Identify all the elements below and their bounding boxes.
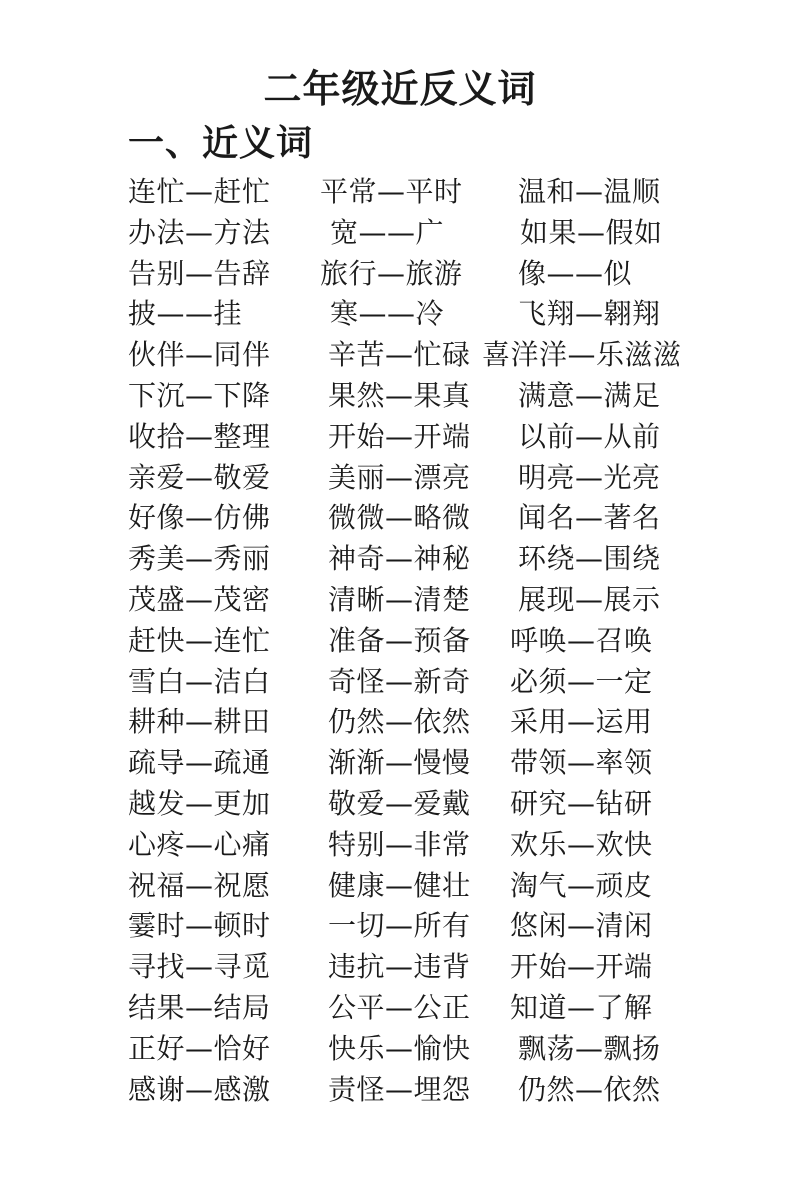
- synonym-pair: 霎时—顿时: [128, 909, 271, 943]
- synonym-pair: 平常—平时: [320, 175, 463, 208]
- synonym-pair: 环绕—围绕: [518, 542, 661, 576]
- synonym-pair: 伙伴—同伴: [128, 338, 271, 372]
- synonym-pair: 一切—所有: [328, 909, 471, 943]
- synonym-pair: 雪白—洁白: [128, 664, 271, 698]
- synonym-pair: 连忙—赶忙: [128, 175, 271, 208]
- synonym-pair: 赶快—连忙: [128, 623, 271, 657]
- word-row: [0, 743, 800, 784]
- section-heading: 一、近义词: [128, 123, 314, 164]
- word-row: [0, 702, 800, 743]
- word-row: [0, 172, 800, 213]
- word-row: [0, 580, 800, 621]
- word-pair-grid: [0, 172, 800, 1110]
- synonym-pair: 知道—了解: [510, 990, 653, 1024]
- word-row: [0, 254, 800, 295]
- synonym-pair: 准备—预备: [328, 623, 471, 657]
- synonym-pair: 祝福—祝愿: [128, 868, 271, 902]
- word-row: [0, 947, 800, 988]
- synonym-pair: 果然—果真: [328, 378, 471, 412]
- word-row: [0, 539, 800, 580]
- synonym-pair: 茂盛—茂密: [128, 582, 271, 616]
- synonym-pair: 感谢—感激: [128, 1072, 271, 1106]
- synonym-pair: 开始—开端: [328, 419, 471, 453]
- synonym-pair: 宽——广: [330, 215, 445, 249]
- synonym-pair: 满意—满足: [518, 378, 661, 412]
- word-row: [0, 335, 800, 376]
- word-row: [0, 417, 800, 458]
- synonym-pair: 带领—率领: [510, 746, 653, 780]
- synonym-pair: 呼唤—召唤: [510, 623, 653, 657]
- word-row: [0, 213, 800, 254]
- synonym-pair: 旅行—旅游: [320, 256, 463, 290]
- synonym-pair: 如果—假如: [520, 215, 663, 249]
- synonym-pair: 奇怪—新奇: [328, 664, 471, 698]
- synonym-pair: 责怪—埋怨: [328, 1072, 471, 1106]
- word-row: [0, 621, 800, 662]
- synonym-pair: 正好—恰好: [128, 1031, 271, 1065]
- synonym-pair: 温和—温顺: [518, 175, 661, 208]
- synonym-pair: 下沉—下降: [128, 378, 271, 412]
- synonym-pair: 必须—一定: [510, 664, 653, 698]
- synonym-pair: 清晰—清楚: [328, 582, 471, 616]
- synonym-pair: 秀美—秀丽: [128, 542, 271, 576]
- synonym-pair: 展现—展示: [518, 582, 661, 616]
- word-row: [0, 458, 800, 499]
- synonym-pair: 仍然—依然: [518, 1072, 661, 1106]
- synonym-pair: 公平—公正: [328, 990, 471, 1024]
- word-row: [0, 784, 800, 825]
- synonym-pair: 欢乐—欢快: [510, 827, 653, 861]
- synonym-pair: 收拾—整理: [128, 419, 271, 453]
- synonym-pair: 耕种—耕田: [128, 705, 271, 739]
- synonym-pair: 辛苦—忙碌: [328, 338, 471, 372]
- synonym-pair: 微微—略微: [328, 501, 471, 535]
- synonym-pair: 快乐—愉快: [328, 1031, 471, 1065]
- synonym-pair: 渐渐—慢慢: [328, 746, 471, 780]
- word-row: [0, 662, 800, 703]
- synonym-pair: 好像—仿佛: [128, 501, 271, 535]
- word-row: [0, 825, 800, 866]
- synonym-pair: 采用—运用: [510, 705, 653, 739]
- word-row: [0, 1029, 800, 1070]
- synonym-pair: 研究—钻研: [510, 786, 653, 820]
- synonym-pair: 飞翔—翱翔: [518, 297, 661, 331]
- synonym-pair: 美丽—漂亮: [328, 460, 471, 494]
- synonym-pair: 淘气—顽皮: [510, 868, 653, 902]
- synonym-pair: 违抗—违背: [328, 950, 471, 984]
- page-title: 二年级近反义词: [263, 67, 537, 111]
- synonym-pair: 神奇—神秘: [328, 542, 471, 576]
- synonym-pair: 敬爱—爱戴: [328, 786, 471, 820]
- synonym-pair: 心疼—心痛: [128, 827, 271, 861]
- synonym-pair: 亲爱—敬爱: [128, 460, 271, 494]
- synonym-pair: 悠闲—清闲: [510, 909, 653, 943]
- synonym-pair: 越发—更加: [128, 786, 271, 820]
- synonym-pair: 告别—告辞: [128, 256, 271, 290]
- synonym-pair: 以前—从前: [518, 419, 661, 453]
- synonym-pair: 寒——冷: [330, 297, 445, 331]
- synonym-pair: 像——似: [518, 256, 633, 290]
- synonym-pair: 仍然—依然: [328, 705, 471, 739]
- synonym-pair: 喜洋洋—乐滋滋: [482, 338, 682, 372]
- synonym-pair: 疏导—疏通: [128, 746, 271, 780]
- synonym-pair: 结果—结局: [128, 990, 271, 1024]
- synonym-pair: 办法—方法: [128, 215, 271, 249]
- word-row: [0, 866, 800, 907]
- synonym-pair: 特别—非常: [328, 827, 471, 861]
- word-row: [0, 906, 800, 947]
- word-row: [0, 294, 800, 335]
- synonym-pair: 披——挂: [128, 297, 243, 331]
- word-row: [0, 376, 800, 417]
- synonym-pair: 飘荡—飘扬: [518, 1031, 661, 1065]
- word-row: [0, 1070, 800, 1111]
- synonym-pair: 开始—开端: [510, 950, 653, 984]
- synonym-pair: 明亮—光亮: [518, 460, 661, 494]
- synonym-pair: 寻找—寻觅: [128, 950, 271, 984]
- word-row: [0, 498, 800, 539]
- word-row: [0, 988, 800, 1029]
- synonym-pair: 健康—健壮: [328, 868, 471, 902]
- synonym-pair: 闻名—著名: [518, 501, 661, 535]
